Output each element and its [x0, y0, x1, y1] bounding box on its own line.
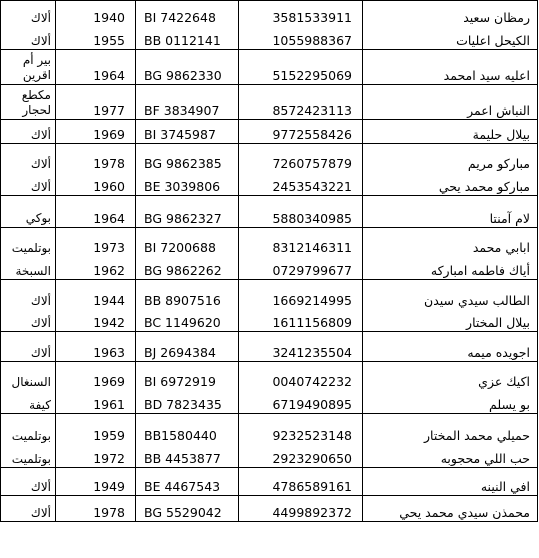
records-table-body — [1, 1, 538, 522]
name-cell[interactable] — [363, 228, 538, 256]
location-cell-text: كيفة — [29, 398, 51, 412]
id-number-cell-text: BG 9862385 — [144, 155, 222, 171]
birth-year-cell-text: 1964 — [93, 211, 125, 226]
table-row — [1, 362, 538, 390]
id-number-cell[interactable] — [136, 414, 239, 444]
number-cell-text: 4786589161 — [272, 479, 352, 494]
number-cell-text: 9232523148 — [272, 427, 352, 443]
id-number-cell[interactable] — [136, 144, 239, 172]
birth-year-cell-text: 1955 — [93, 33, 125, 48]
number-cell-text: 2453543221 — [272, 179, 352, 194]
name-cell-text: أياك فاطمه امباركه — [430, 263, 530, 278]
location-cell[interactable] — [1, 172, 56, 196]
number-cell[interactable] — [239, 85, 363, 120]
location-cell[interactable] — [1, 362, 56, 390]
number-cell[interactable] — [239, 362, 363, 390]
birth-year-cell-text: 1959 — [93, 427, 125, 443]
id-number-cell-text: BB 8907516 — [144, 292, 221, 308]
id-number-cell-text: BB1580440 — [144, 427, 217, 443]
id-number-cell[interactable] — [136, 390, 239, 414]
birth-year-cell-text: 1978 — [93, 155, 125, 171]
location-cell[interactable] — [1, 468, 56, 496]
birth-year-cell-text: 1977 — [93, 103, 125, 118]
id-number-cell[interactable] — [136, 468, 239, 496]
id-number-cell-text: BG 9862327 — [144, 211, 222, 226]
location-cell[interactable] — [1, 144, 56, 172]
location-cell-text: بير أم اقرين — [22, 53, 51, 82]
id-number-cell-text: BG 9862262 — [144, 263, 222, 278]
number-cell[interactable] — [239, 144, 363, 172]
location-cell[interactable] — [1, 26, 56, 50]
birth-year-cell-text: 1940 — [93, 9, 125, 25]
location-cell-text: بوتلميت — [11, 240, 51, 255]
birth-year-cell[interactable] — [56, 144, 136, 172]
number-cell[interactable] — [239, 228, 363, 256]
number-cell-text: 5152295069 — [272, 68, 352, 83]
number-cell[interactable] — [239, 309, 363, 332]
table-row — [1, 85, 538, 120]
name-cell-text: الطالب سيدي سيدن — [424, 292, 530, 308]
name-cell[interactable] — [363, 309, 538, 332]
table-row — [1, 144, 538, 172]
birth-year-cell-text: 1969 — [93, 127, 125, 142]
id-number-cell-text: BC 1149620 — [144, 315, 221, 330]
number-cell-text: 4499892372 — [272, 505, 352, 520]
birth-year-cell[interactable] — [56, 280, 136, 309]
name-cell[interactable] — [363, 172, 538, 196]
location-cell[interactable] — [1, 414, 56, 444]
number-cell[interactable] — [239, 496, 363, 522]
birth-year-cell-text: 1972 — [93, 451, 125, 466]
number-cell-text: 1611156809 — [272, 315, 352, 330]
birth-year-cell[interactable] — [56, 390, 136, 414]
name-cell-text: مباركو مريم — [467, 155, 530, 171]
table-row — [1, 414, 538, 444]
number-cell-text: 0040742232 — [272, 373, 352, 389]
number-cell[interactable] — [239, 26, 363, 50]
id-number-cell-text: BJ 2694384 — [144, 345, 216, 360]
table-row — [1, 280, 538, 309]
birth-year-cell-text: 1961 — [93, 397, 125, 412]
id-number-cell[interactable] — [136, 280, 239, 309]
birth-year-cell[interactable] — [56, 85, 136, 120]
birth-year-cell-text: 1942 — [93, 315, 125, 330]
number-cell[interactable] — [239, 332, 363, 362]
location-cell[interactable] — [1, 256, 56, 280]
location-cell-text: ألاك — [30, 34, 51, 48]
name-cell-text: ابابي محمد — [472, 239, 530, 255]
table-row — [1, 256, 538, 280]
name-cell[interactable] — [363, 444, 538, 468]
location-cell[interactable] — [1, 309, 56, 332]
location-cell-text: مكطع لحجار — [21, 88, 51, 117]
location-cell-text: ألاك — [30, 316, 51, 330]
number-cell-text: 7260757879 — [272, 155, 352, 171]
id-number-cell[interactable] — [136, 309, 239, 332]
name-cell[interactable] — [363, 414, 538, 444]
number-cell[interactable] — [239, 120, 363, 144]
location-cell-text: ألاك — [30, 480, 51, 494]
birth-year-cell-text: 1949 — [93, 479, 125, 494]
birth-year-cell[interactable] — [56, 444, 136, 468]
name-cell-text: النباش اعمر — [467, 103, 530, 118]
name-cell-text: حب اللي محجوبه — [440, 451, 530, 466]
name-cell-text: محمذن سيدي محمد يحي — [399, 505, 530, 520]
name-cell[interactable] — [363, 50, 538, 85]
birth-year-cell[interactable] — [56, 1, 136, 26]
id-number-cell-text: BB 4453877 — [144, 451, 221, 466]
number-cell-text: 1055988367 — [272, 33, 352, 48]
number-cell[interactable] — [239, 468, 363, 496]
location-cell[interactable] — [1, 496, 56, 522]
number-cell-text: 2923290650 — [272, 451, 352, 466]
number-cell-text: 6719490895 — [272, 397, 352, 412]
birth-year-cell-text: 1962 — [93, 263, 125, 278]
table-row — [1, 228, 538, 256]
birth-year-cell-text: 1973 — [93, 239, 125, 255]
number-cell-text: 3241235504 — [272, 345, 352, 360]
table-row — [1, 1, 538, 26]
location-cell-text: بوتلميت — [11, 428, 51, 443]
name-cell-text: اعليه سيد امحمد — [443, 68, 530, 83]
id-number-cell[interactable] — [136, 26, 239, 50]
location-cell[interactable] — [1, 228, 56, 256]
birth-year-cell-text: 1963 — [93, 345, 125, 360]
name-cell[interactable] — [363, 144, 538, 172]
name-cell[interactable] — [363, 196, 538, 228]
name-cell[interactable] — [363, 362, 538, 390]
location-cell[interactable] — [1, 1, 56, 26]
location-cell[interactable] — [1, 444, 56, 468]
location-cell-text: ألاك — [30, 506, 51, 520]
location-cell-text: ألاك — [30, 156, 51, 171]
table-row — [1, 309, 538, 332]
number-cell[interactable] — [239, 444, 363, 468]
birth-year-cell-text: 1964 — [93, 68, 125, 83]
name-cell-text: بيلال المختار — [466, 315, 530, 330]
number-cell[interactable] — [239, 172, 363, 196]
name-cell-text: بو يسلم — [489, 397, 530, 412]
name-cell[interactable] — [363, 26, 538, 50]
name-cell[interactable] — [363, 1, 538, 26]
table-row — [1, 172, 538, 196]
location-cell-text: ألاك — [30, 346, 51, 360]
number-cell-text: 5880340985 — [272, 211, 352, 226]
number-cell[interactable] — [239, 196, 363, 228]
table-row — [1, 468, 538, 496]
location-cell[interactable] — [1, 85, 56, 120]
birth-year-cell[interactable] — [56, 332, 136, 362]
location-cell-text: ألاك — [30, 128, 51, 142]
number-cell[interactable] — [239, 280, 363, 309]
name-cell[interactable] — [363, 256, 538, 280]
id-number-cell[interactable] — [136, 172, 239, 196]
location-cell-text: بوتلميت — [11, 452, 51, 466]
location-cell-text: بوكي — [25, 211, 51, 225]
id-number-cell[interactable] — [136, 50, 239, 85]
name-cell-text: اجويده ميمه — [467, 345, 530, 360]
number-cell-text: 8572423113 — [272, 103, 352, 118]
birth-year-cell-text: 1969 — [93, 373, 125, 389]
number-cell[interactable] — [239, 414, 363, 444]
id-number-cell[interactable] — [136, 228, 239, 256]
id-number-cell[interactable] — [136, 256, 239, 280]
name-cell-text: رمظان سعيد — [463, 9, 530, 25]
name-cell-text: الكيحل اعليات — [456, 33, 530, 48]
name-cell[interactable] — [363, 332, 538, 362]
birth-year-cell[interactable] — [56, 228, 136, 256]
name-cell-text: لام آمنتا — [489, 211, 530, 226]
location-cell-text: ألاك — [30, 293, 51, 308]
birth-year-cell[interactable] — [56, 414, 136, 444]
table-row — [1, 50, 538, 85]
id-number-cell-text: BB 0112141 — [144, 33, 221, 48]
birth-year-cell-text: 1960 — [93, 179, 125, 194]
number-cell[interactable] — [239, 256, 363, 280]
number-cell-text: 3581533911 — [272, 9, 352, 25]
id-number-cell-text: BG 9862330 — [144, 68, 222, 83]
birth-year-cell-text: 1944 — [93, 292, 125, 308]
name-cell[interactable] — [363, 120, 538, 144]
number-cell-text: 9772558426 — [272, 127, 352, 142]
name-cell-text: اكيك عزي — [478, 373, 530, 389]
id-number-cell-text: BD 7823435 — [144, 397, 222, 412]
id-number-cell[interactable] — [136, 362, 239, 390]
birth-year-cell[interactable] — [56, 26, 136, 50]
table-row — [1, 332, 538, 362]
id-number-cell-text: BE 3039806 — [144, 179, 221, 194]
name-cell[interactable] — [363, 496, 538, 522]
table-row — [1, 444, 538, 468]
id-number-cell-text: BF 3834907 — [144, 103, 220, 118]
table-row — [1, 496, 538, 522]
birth-year-cell[interactable] — [56, 309, 136, 332]
location-cell-text: ألاك — [30, 10, 51, 25]
name-cell[interactable] — [363, 85, 538, 120]
location-cell-text: السبخة — [15, 264, 51, 278]
id-number-cell[interactable] — [136, 1, 239, 26]
location-cell[interactable] — [1, 50, 56, 85]
birth-year-cell-text: 1978 — [93, 505, 125, 520]
name-cell-text: بيلال حليمة — [472, 127, 530, 142]
id-number-cell-text: BG 5529042 — [144, 505, 222, 520]
id-number-cell[interactable] — [136, 444, 239, 468]
id-number-cell-text: BE 4467543 — [144, 479, 221, 494]
number-cell-text: 8312146311 — [272, 239, 352, 255]
number-cell-text: 0729799677 — [272, 263, 352, 278]
table-row — [1, 120, 538, 144]
id-number-cell[interactable] — [136, 85, 239, 120]
location-cell[interactable] — [1, 332, 56, 362]
name-cell-text: مباركو محمد يحي — [438, 179, 530, 194]
table-row — [1, 26, 538, 50]
location-cell[interactable] — [1, 390, 56, 414]
name-cell[interactable] — [363, 390, 538, 414]
location-cell-text: ألاك — [30, 180, 51, 194]
location-cell-text: السنغال — [11, 374, 51, 389]
birth-year-cell[interactable] — [56, 256, 136, 280]
id-number-cell-text: BI 3745987 — [144, 127, 216, 142]
id-number-cell-text: BI 7200688 — [144, 239, 216, 255]
id-number-cell[interactable] — [136, 196, 239, 228]
number-cell[interactable] — [239, 1, 363, 26]
birth-year-cell[interactable] — [56, 120, 136, 144]
id-number-cell[interactable] — [136, 496, 239, 522]
location-cell[interactable] — [1, 120, 56, 144]
name-cell-text: افي النينه — [480, 479, 530, 494]
name-cell[interactable] — [363, 280, 538, 309]
location-cell[interactable] — [1, 196, 56, 228]
name-cell-text: حميلي محمد المختار — [424, 427, 530, 443]
id-number-cell-text: BI 7422648 — [144, 9, 216, 25]
birth-year-cell[interactable] — [56, 50, 136, 85]
name-cell[interactable] — [363, 468, 538, 496]
number-cell[interactable] — [239, 50, 363, 85]
location-cell[interactable] — [1, 280, 56, 309]
id-number-cell-text: BI 6972919 — [144, 373, 216, 389]
birth-year-cell[interactable] — [56, 196, 136, 228]
number-cell-text: 1669214995 — [272, 292, 352, 308]
birth-year-cell[interactable] — [56, 172, 136, 196]
birth-year-cell[interactable] — [56, 362, 136, 390]
table-row — [1, 390, 538, 414]
id-number-cell[interactable] — [136, 120, 239, 144]
id-number-cell[interactable] — [136, 332, 239, 362]
birth-year-cell[interactable] — [56, 468, 136, 496]
birth-year-cell[interactable] — [56, 496, 136, 522]
table-row — [1, 196, 538, 228]
number-cell[interactable] — [239, 390, 363, 414]
